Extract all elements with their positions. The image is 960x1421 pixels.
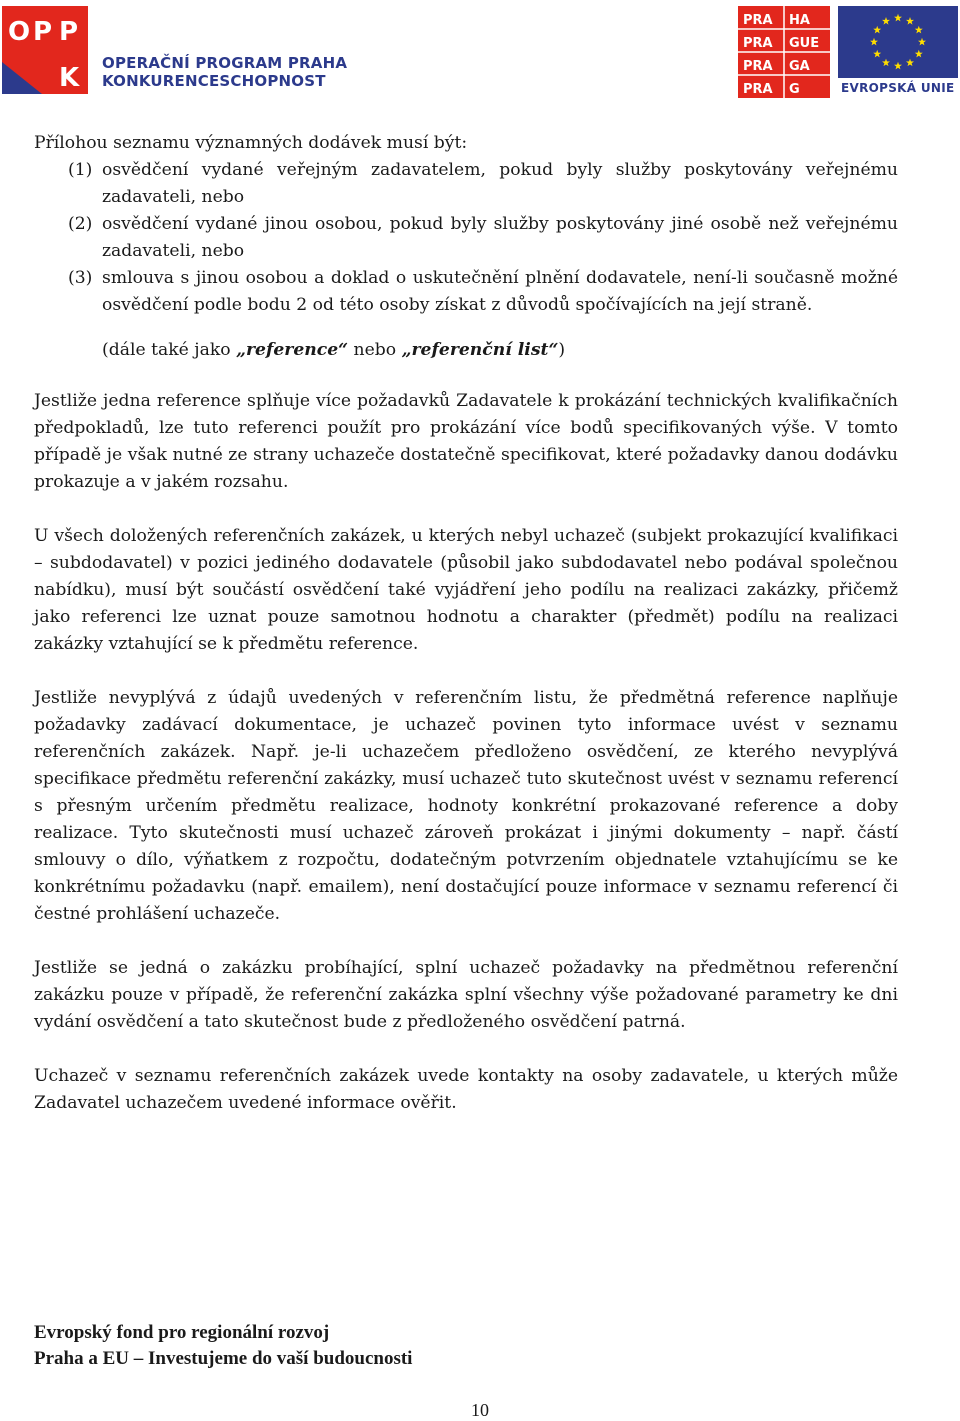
list-item-number: (3) <box>68 268 93 288</box>
list-item-number: (2) <box>68 214 93 234</box>
page-header <box>0 0 960 100</box>
praha-cell-5: PRA <box>743 59 773 74</box>
list-item-text: osvědčení vydané veřejným zadavatelem, pokud byly služby poskytovány veřejnému zadavateli, nebo <box>102 160 898 207</box>
requirements-list <box>34 157 898 319</box>
document-body <box>34 130 898 1117</box>
praha-cell-3: PRA <box>743 36 773 51</box>
paragraph-contacts: Uchazeč v seznamu referenčních zakázek uvede kontakty na osoby zadavatele, u kterých může Zadavatel uchazečem uvedené informace ověřit. <box>34 1066 898 1113</box>
defs-middle: nebo <box>348 340 402 360</box>
list-item <box>68 211 898 265</box>
defs-term-reference-list: „referenční list“ <box>401 340 559 360</box>
list-intro: Přílohou seznamu významných dodávek musí být: <box>34 133 468 153</box>
opp-letter-p1: P <box>33 17 53 47</box>
opp-logo <box>0 4 348 96</box>
footer-slogan-line: Praha a EU – Investujeme do vaší budoucnosti <box>34 1348 413 1369</box>
opp-logo-mark <box>2 6 88 94</box>
opp-logo-line1: OPERAČNÍ PROGRAM PRAHA <box>102 54 348 72</box>
paragraph-ongoing-contract: Jestliže se jedná o zakázku probíhající, splní uchazeč požadavky na předmětnou referenční zakázku pouze v případě, že referenční zakázka splní všechny výše požadované parametry ke dni vydání osvědčení a tato skutečnost bude z předloženého osvědčení patrná. <box>34 958 898 1032</box>
paragraph-reference-list-details: Jestliže nevyplývá z údajů uvedených v referenčním listu, že předmětná reference naplňuje požadavky zadávací dokumentace, je uchazeč povinen tyto informace uvést v seznamu referenčních zakázek. Např. je-li uchazečem předloženo osvědčení, ze kterého nevyplývá specifikace předmětu referenční zakázky, musí uchazeč tuto skutečnost uvést v seznamu referencí s přesným určením předmětu realizace, hodnoty konkrétní prokazované reference a doby realizace. Tyto skutečnosti musí uchazeč zároveň prokázat i jinými dokumenty – např. částí smlouvy o dílo, výňatkem z rozpočtu, dodatečným potvrzením objednatele vztahujícímu se ke konkrétnímu požadavku (např. emailem), není dostačující pouze informace v seznamu referencí či čestné prohlášení uchazeče. <box>34 688 898 924</box>
defs-suffix: ) <box>558 340 566 360</box>
praha-cell-4: GUE <box>789 36 820 51</box>
defs-prefix: (dále také jako <box>102 340 237 360</box>
list-item <box>68 157 898 211</box>
praha-cell-7: PRA <box>743 82 773 97</box>
praha-cell-8: G <box>789 82 800 97</box>
defs-term-reference: „reference“ <box>236 340 349 360</box>
opp-letter-p2: P <box>59 17 79 47</box>
opp-letter-k: K <box>59 63 80 93</box>
list-item-text: osvědčení vydané jinou osobou, pokud byly služby poskytovány jiné osobě než veřejnému zadavateli, nebo <box>102 214 898 261</box>
list-item-text: smlouva s jinou osobou a doklad o uskutečnění plnění dodavatele, není-li současně možné osvědčení podle bodu 2 od této osoby získat z důvodů spočívajících na její straně. <box>102 268 898 315</box>
praha-cell-6: GA <box>789 59 810 74</box>
definitions-note <box>102 337 898 364</box>
praha-cell-1: PRA <box>743 13 773 28</box>
paragraph-subcontractor-share: U všech doložených referenčních zakázek, u kterých nebyl uchazeč (subjekt prokazující kvalifikaci – subdodavatel) v pozici jediného dodavatele (působil jako subdodavatel nebo podával společnou nabídku), musí být součástí osvědčení také vyjádření jeho podílu na realizaci zakázky, přičemž jako referenci lze uznat pouze samotnou hodnotu a charakter (předmět) podílu na realizaci zakázky vztahující se k předmětu reference. <box>34 526 898 654</box>
footer-fund-line: Evropský fond pro regionální rozvoj <box>34 1322 330 1343</box>
eu-caption: EVROPSKÁ UNIE <box>841 81 955 95</box>
page-footer <box>34 1320 412 1372</box>
paragraph-multiple-requirements: Jestliže jedna reference splňuje více požadavků Zadavatele k prokázání technických kvalifikačních předpokladů, lze tuto referenci použít pro prokázání více bodů specifikovaných výše. V tomto případě je však nutné ze strany uchazeče dostatečně specifikovat, které požadavky danou dodávku prokazuje a v jakém rozsahu. <box>34 391 898 492</box>
praha-logo <box>738 6 830 98</box>
opp-letter-o: O <box>8 17 31 47</box>
page-number: 10 <box>471 1400 489 1420</box>
list-item <box>68 265 898 319</box>
praha-cell-2: HA <box>789 13 810 28</box>
list-item-number: (1) <box>68 160 93 180</box>
opp-logo-line2: KONKURENCESCHOPNOST <box>102 72 326 90</box>
